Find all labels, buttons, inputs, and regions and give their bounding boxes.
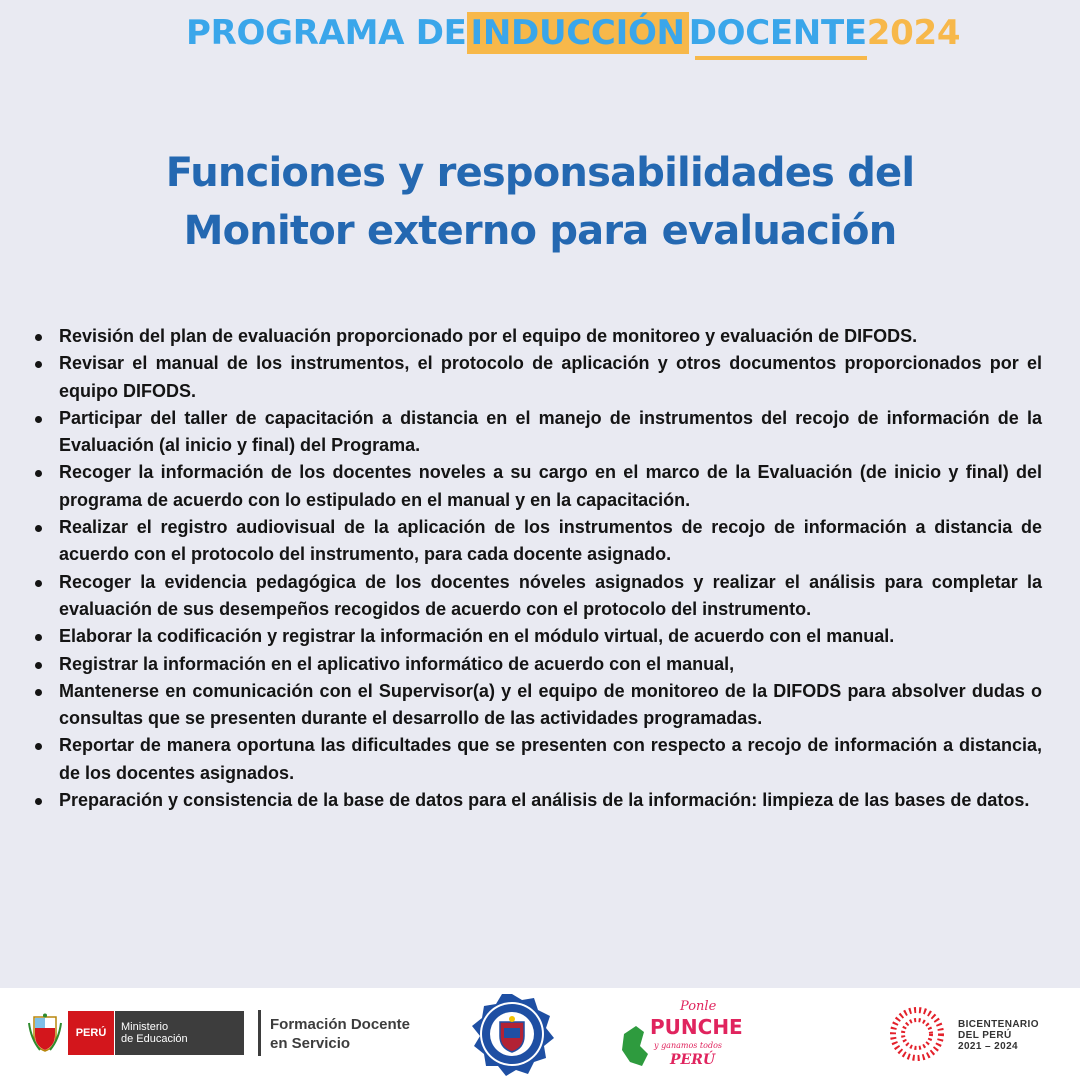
- coat-of-arms-icon: [28, 1013, 62, 1053]
- title-line-2: Monitor externo para evaluación: [183, 208, 897, 254]
- list-item: Recoger la información de los docentes noveles a su cargo en el marco de la Evaluación (de inicio y final) del programa de acuerdo con lo estipulado en el manual y en la capacitación.: [34, 459, 1042, 514]
- ponle-word: Ponle: [680, 999, 717, 1014]
- ministerio-line-1: Ministerio: [121, 1021, 169, 1033]
- list-item: Revisión del plan de evaluación proporcionado por el equipo de monitoreo y evaluación de DIFODS.: [34, 323, 1042, 350]
- footer: [0, 988, 1080, 1080]
- heading-year: 2024: [866, 13, 961, 53]
- ministerio-block: [114, 1011, 244, 1055]
- bicentenario-icon: [888, 1006, 946, 1062]
- heading-part-1: PROGRAMA DE: [186, 13, 467, 53]
- list-item: Preparación y consistencia de la base de datos para el análisis de la información: limpieza de las bases de datos.: [34, 787, 1042, 814]
- responsibilities: [34, 323, 1042, 814]
- peru-word: PERÚ: [670, 1052, 716, 1068]
- page-title: [0, 144, 1080, 260]
- program-heading: [186, 12, 960, 54]
- fds-line-2: en Servicio: [270, 1035, 351, 1052]
- heading-underlined: DOCENTE: [688, 13, 867, 53]
- bicent-line-1: BICENTENARIO: [958, 1019, 1039, 1030]
- list-item: Reportar de manera oportuna las dificultades que se presenten con respecto a recojo de información a distancia, de los docentes asignados.: [34, 732, 1042, 787]
- formacion-docente-label: [270, 1015, 410, 1053]
- heading-highlight: INDUCCIÓN: [467, 12, 689, 54]
- peru-block: PERÚ: [68, 1011, 114, 1055]
- list-item: Recoger la evidencia pedagógica de los docentes nóveles asignados y realizar el análisis para completar la evaluación de sus desempeños recogidos de acuerdo con el protocolo del instrumento.: [34, 569, 1042, 624]
- list-item: Participar del taller de capacitación a distancia en el manejo de instrumentos del recojo de información de la Evaluación (al inicio y final) del Programa.: [34, 405, 1042, 460]
- punche-word: PUNCHE: [650, 1015, 743, 1039]
- list-item: Realizar el registro audiovisual de la aplicación de los instrumentos de recojo de información a distancia de acuerdo con el protocolo del instrumento, para cada docente asignado.: [34, 514, 1042, 569]
- list-item: Mantenerse en comunicación con el Supervisor(a) y el equipo de monitoreo de la DIFODS para absolver dudas o consultas que se presenten durante el desarrollo de las actividades programadas.: [34, 678, 1042, 733]
- bicent-line-2: DEL PERÚ: [958, 1030, 1012, 1041]
- header: [0, 4, 1080, 64]
- bicentenario-label: [958, 1019, 1039, 1052]
- fds-line-1: Formación Docente: [270, 1016, 411, 1033]
- list-item: Elaborar la codificación y registrar la información en el módulo virtual, de acuerdo con el manual.: [34, 623, 1042, 650]
- list-item: Revisar el manual de los instrumentos, el protocolo de aplicación y otros documentos proporcionados por el equipo DIFODS.: [34, 350, 1042, 405]
- list-item: Registrar la información en el aplicativo informático de acuerdo con el manual,: [34, 651, 1042, 678]
- ministerio-line-2: de Educación: [121, 1033, 188, 1045]
- responsibilities-list: [34, 323, 1042, 814]
- bicent-line-3: 2021 – 2024: [958, 1041, 1019, 1052]
- ponle-punche-logo: [618, 996, 743, 1072]
- footer-divider: [258, 1010, 261, 1056]
- title-line-1: Funciones y responsabilidades del: [165, 150, 915, 196]
- ganamos-word: y ganamos todos: [654, 1041, 722, 1050]
- university-seal-icon: [468, 992, 556, 1076]
- minedu-logo: [28, 1010, 244, 1056]
